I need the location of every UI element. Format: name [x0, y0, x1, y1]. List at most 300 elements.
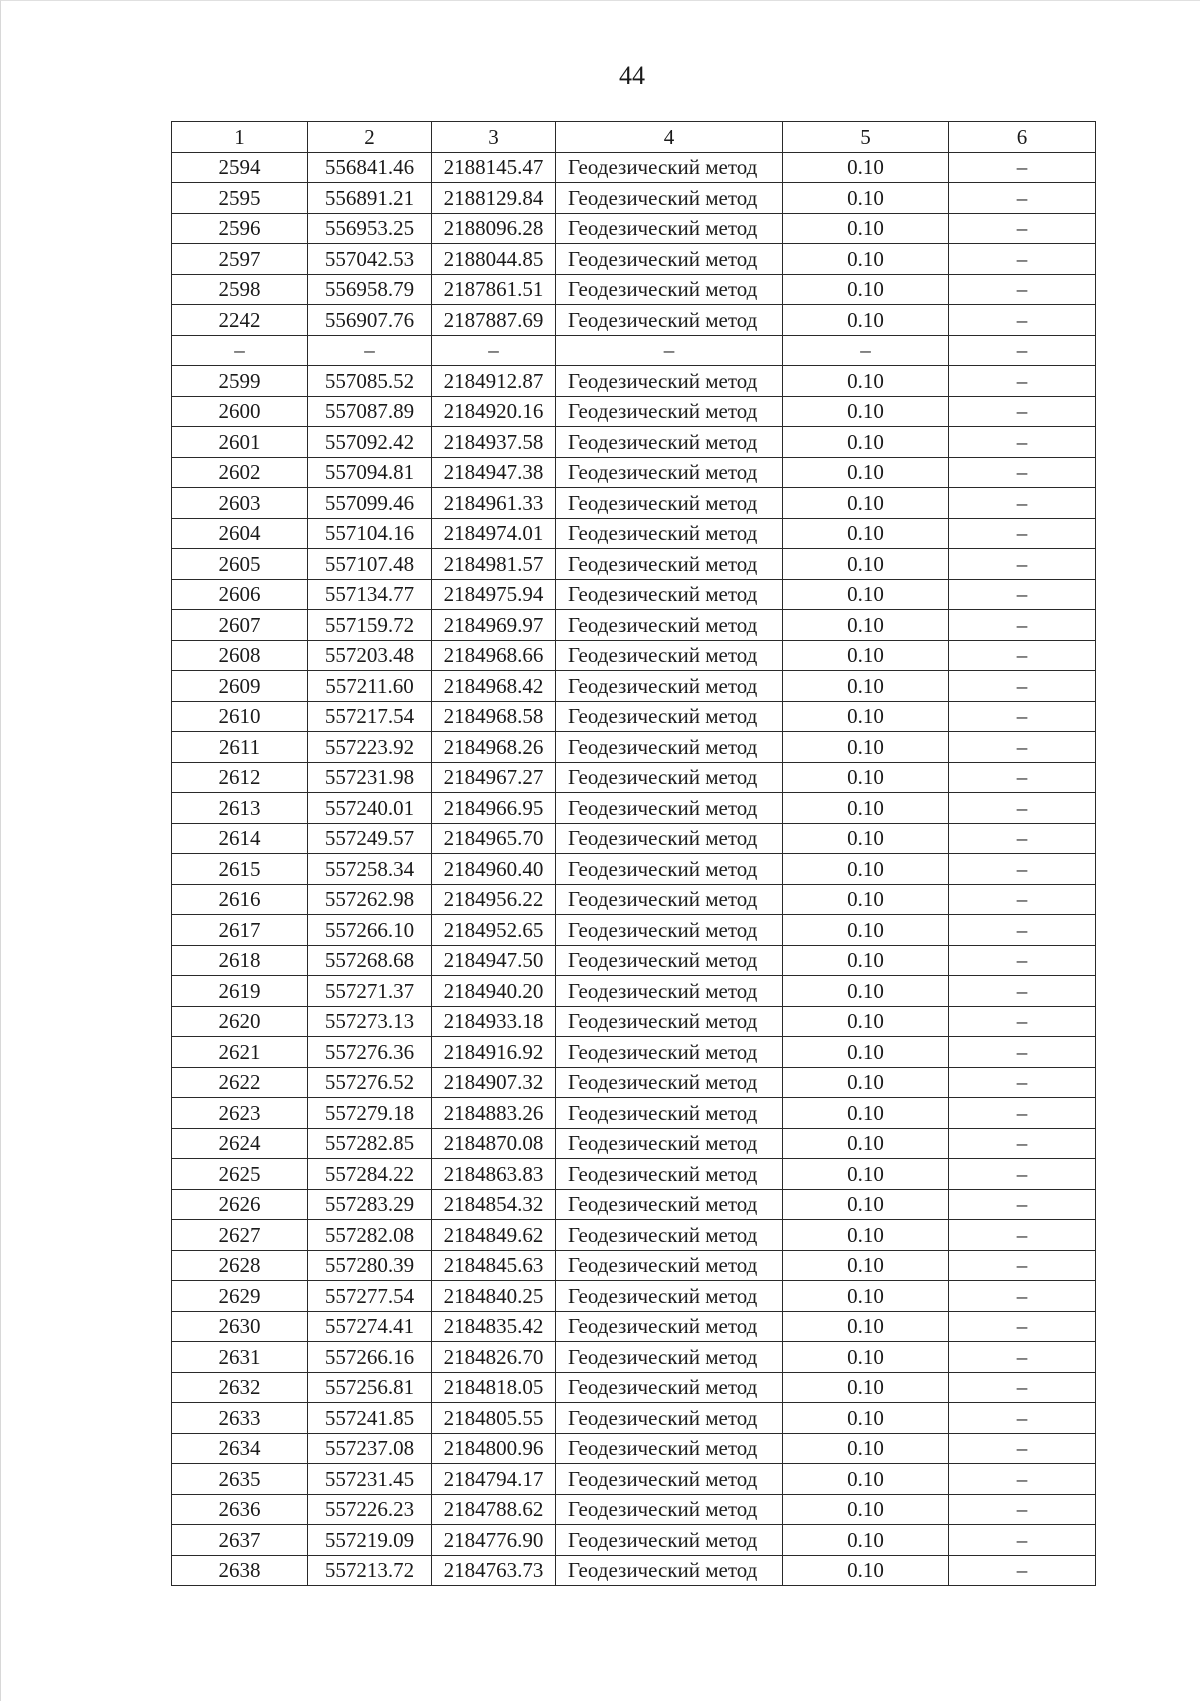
table-row: [172, 1281, 1096, 1312]
point-number-cell: 2242: [172, 305, 308, 336]
table-row: [172, 945, 1096, 976]
point-number-cell: 2613: [172, 793, 308, 824]
note-cell: –: [949, 1281, 1096, 1312]
table-row: [172, 1220, 1096, 1251]
point-number-cell: 2620: [172, 1006, 308, 1037]
accuracy-cell: 0.10: [783, 1067, 949, 1098]
y-coordinate-cell: 2184818.05: [432, 1372, 556, 1403]
x-coordinate-cell: 557268.68: [308, 945, 432, 976]
method-cell: Геодезический метод: [556, 1281, 783, 1312]
table-row: [172, 1067, 1096, 1098]
table-row: [172, 366, 1096, 397]
y-coordinate-cell: 2184940.20: [432, 976, 556, 1007]
method-cell: Геодезический метод: [556, 915, 783, 946]
note-cell: –: [949, 701, 1096, 732]
accuracy-cell: 0.10: [783, 610, 949, 641]
y-coordinate-cell: 2184965.70: [432, 823, 556, 854]
method-cell: Геодезический метод: [556, 762, 783, 793]
y-coordinate-cell: 2184947.50: [432, 945, 556, 976]
point-number-cell: 2599: [172, 366, 308, 397]
table-row: [172, 152, 1096, 183]
x-coordinate-cell: 557282.85: [308, 1128, 432, 1159]
accuracy-cell: 0.10: [783, 457, 949, 488]
table-row: [172, 823, 1096, 854]
accuracy-cell: 0.10: [783, 518, 949, 549]
y-coordinate-cell: 2184788.62: [432, 1494, 556, 1525]
table-row: [172, 640, 1096, 671]
point-number-cell: 2623: [172, 1098, 308, 1129]
note-cell: –: [949, 1098, 1096, 1129]
y-coordinate-cell: 2188096.28: [432, 213, 556, 244]
note-cell: –: [949, 1128, 1096, 1159]
x-coordinate-cell: 557283.29: [308, 1189, 432, 1220]
method-cell: Геодезический метод: [556, 549, 783, 580]
note-cell: –: [949, 976, 1096, 1007]
point-number-cell: 2628: [172, 1250, 308, 1281]
table-row: [172, 213, 1096, 244]
x-coordinate-cell: 557211.60: [308, 671, 432, 702]
note-cell: –: [949, 488, 1096, 519]
note-cell: –: [949, 1342, 1096, 1373]
x-coordinate-cell: 557249.57: [308, 823, 432, 854]
method-cell: Геодезический метод: [556, 671, 783, 702]
note-cell: –: [949, 1006, 1096, 1037]
x-coordinate-cell: 557087.89: [308, 396, 432, 427]
x-coordinate-cell: 557134.77: [308, 579, 432, 610]
point-number-cell: 2601: [172, 427, 308, 458]
method-cell: Геодезический метод: [556, 793, 783, 824]
point-number-cell: 2603: [172, 488, 308, 519]
accuracy-cell: 0.10: [783, 1342, 949, 1373]
x-coordinate-cell: 557284.22: [308, 1159, 432, 1190]
x-coordinate-cell: 557092.42: [308, 427, 432, 458]
x-coordinate-cell: 557282.08: [308, 1220, 432, 1251]
point-number-cell: 2609: [172, 671, 308, 702]
x-coordinate-cell: 557237.08: [308, 1433, 432, 1464]
x-coordinate-cell: 556907.76: [308, 305, 432, 336]
y-coordinate-cell: 2184974.01: [432, 518, 556, 549]
point-number-cell: 2602: [172, 457, 308, 488]
accuracy-cell: 0.10: [783, 915, 949, 946]
y-coordinate-cell: 2188044.85: [432, 244, 556, 275]
note-cell: –: [949, 823, 1096, 854]
y-coordinate-cell: 2184981.57: [432, 549, 556, 580]
method-cell: –: [556, 335, 783, 366]
y-coordinate-cell: 2184968.66: [432, 640, 556, 671]
note-cell: –: [949, 366, 1096, 397]
point-number-cell: 2617: [172, 915, 308, 946]
table-row: [172, 427, 1096, 458]
method-cell: Геодезический метод: [556, 213, 783, 244]
accuracy-cell: 0.10: [783, 579, 949, 610]
x-coordinate-cell: 557271.37: [308, 976, 432, 1007]
x-coordinate-cell: 557277.54: [308, 1281, 432, 1312]
y-coordinate-cell: 2184947.38: [432, 457, 556, 488]
note-cell: –: [949, 1220, 1096, 1251]
note-cell: –: [949, 152, 1096, 183]
table-row: [172, 1006, 1096, 1037]
point-number-cell: 2611: [172, 732, 308, 763]
y-coordinate-cell: 2187887.69: [432, 305, 556, 336]
y-coordinate-cell: 2184967.27: [432, 762, 556, 793]
method-cell: Геодезический метод: [556, 976, 783, 1007]
x-coordinate-cell: 556958.79: [308, 274, 432, 305]
point-number-cell: 2615: [172, 854, 308, 885]
x-coordinate-cell: 557241.85: [308, 1403, 432, 1434]
y-coordinate-cell: 2188145.47: [432, 152, 556, 183]
x-coordinate-cell: 557279.18: [308, 1098, 432, 1129]
note-cell: –: [949, 1159, 1096, 1190]
method-cell: Геодезический метод: [556, 1494, 783, 1525]
y-coordinate-cell: 2184870.08: [432, 1128, 556, 1159]
note-cell: –: [949, 671, 1096, 702]
x-coordinate-cell: 557231.98: [308, 762, 432, 793]
method-cell: Геодезический метод: [556, 305, 783, 336]
accuracy-cell: 0.10: [783, 1189, 949, 1220]
y-coordinate-cell: 2188129.84: [432, 183, 556, 214]
accuracy-cell: 0.10: [783, 213, 949, 244]
method-cell: Геодезический метод: [556, 488, 783, 519]
point-number-cell: 2598: [172, 274, 308, 305]
accuracy-cell: 0.10: [783, 1372, 949, 1403]
point-number-cell: 2622: [172, 1067, 308, 1098]
table-row: [172, 671, 1096, 702]
accuracy-cell: 0.10: [783, 1464, 949, 1495]
accuracy-cell: 0.10: [783, 854, 949, 885]
x-coordinate-cell: 557107.48: [308, 549, 432, 580]
table-row: [172, 762, 1096, 793]
y-coordinate-cell: 2187861.51: [432, 274, 556, 305]
table-row: [172, 884, 1096, 915]
table-row: [172, 1311, 1096, 1342]
note-cell: –: [949, 1555, 1096, 1586]
note-cell: –: [949, 305, 1096, 336]
note-cell: –: [949, 579, 1096, 610]
x-coordinate-cell: 557104.16: [308, 518, 432, 549]
point-number-cell: 2633: [172, 1403, 308, 1434]
method-cell: Геодезический метод: [556, 1464, 783, 1495]
note-cell: –: [949, 1525, 1096, 1556]
method-cell: Геодезический метод: [556, 396, 783, 427]
point-number-cell: 2636: [172, 1494, 308, 1525]
accuracy-cell: 0.10: [783, 1128, 949, 1159]
point-number-cell: 2610: [172, 701, 308, 732]
y-coordinate-cell: 2184966.95: [432, 793, 556, 824]
point-number-cell: 2626: [172, 1189, 308, 1220]
method-cell: Геодезический метод: [556, 1250, 783, 1281]
table-row: [172, 183, 1096, 214]
table-row: [172, 915, 1096, 946]
x-coordinate-cell: 557262.98: [308, 884, 432, 915]
x-coordinate-cell: 557274.41: [308, 1311, 432, 1342]
table-header: [172, 122, 1096, 153]
accuracy-cell: 0.10: [783, 1098, 949, 1129]
table-row: [172, 732, 1096, 763]
y-coordinate-cell: 2184826.70: [432, 1342, 556, 1373]
y-coordinate-cell: 2184849.62: [432, 1220, 556, 1251]
page-number: 44: [619, 61, 645, 90]
method-cell: Геодезический метод: [556, 1189, 783, 1220]
method-cell: Геодезический метод: [556, 1159, 783, 1190]
note-cell: –: [949, 945, 1096, 976]
x-coordinate-cell: 557266.16: [308, 1342, 432, 1373]
x-coordinate-cell: 557231.45: [308, 1464, 432, 1495]
note-cell: –: [949, 457, 1096, 488]
y-coordinate-cell: 2184916.92: [432, 1037, 556, 1068]
y-coordinate-cell: 2184805.55: [432, 1403, 556, 1434]
point-number-cell: 2608: [172, 640, 308, 671]
method-cell: Геодезический метод: [556, 1098, 783, 1129]
method-cell: Геодезический метод: [556, 1555, 783, 1586]
header-cell: 1: [172, 122, 308, 153]
y-coordinate-cell: 2184975.94: [432, 579, 556, 610]
accuracy-cell: 0.10: [783, 1037, 949, 1068]
accuracy-cell: 0.10: [783, 1403, 949, 1434]
table-row: [172, 1342, 1096, 1373]
table-row: [172, 549, 1096, 580]
y-coordinate-cell: 2184794.17: [432, 1464, 556, 1495]
point-number-cell: 2637: [172, 1525, 308, 1556]
table-row: [172, 1464, 1096, 1495]
table-row: [172, 610, 1096, 641]
table-row: [172, 244, 1096, 275]
x-coordinate-cell: 557085.52: [308, 366, 432, 397]
table-row: [172, 854, 1096, 885]
y-coordinate-cell: 2184933.18: [432, 1006, 556, 1037]
point-number-cell: 2625: [172, 1159, 308, 1190]
table-row: [172, 701, 1096, 732]
header-cell: 6: [949, 122, 1096, 153]
accuracy-cell: 0.10: [783, 1159, 949, 1190]
note-cell: –: [949, 1037, 1096, 1068]
method-cell: Геодезический метод: [556, 183, 783, 214]
y-coordinate-cell: 2184937.58: [432, 427, 556, 458]
accuracy-cell: 0.10: [783, 884, 949, 915]
table-row: [172, 305, 1096, 336]
method-cell: Геодезический метод: [556, 1067, 783, 1098]
note-cell: –: [949, 518, 1096, 549]
method-cell: Геодезический метод: [556, 244, 783, 275]
accuracy-cell: 0.10: [783, 274, 949, 305]
note-cell: –: [949, 854, 1096, 885]
method-cell: Геодезический метод: [556, 1128, 783, 1159]
point-number-cell: 2616: [172, 884, 308, 915]
note-cell: –: [949, 793, 1096, 824]
note-cell: –: [949, 396, 1096, 427]
accuracy-cell: 0.10: [783, 549, 949, 580]
table-row: [172, 1037, 1096, 1068]
point-number-cell: 2630: [172, 1311, 308, 1342]
note-cell: –: [949, 427, 1096, 458]
method-cell: Геодезический метод: [556, 1220, 783, 1251]
note-cell: –: [949, 213, 1096, 244]
note-cell: –: [949, 915, 1096, 946]
x-coordinate-cell: 557226.23: [308, 1494, 432, 1525]
y-coordinate-cell: 2184960.40: [432, 854, 556, 885]
table-row: [172, 457, 1096, 488]
y-coordinate-cell: 2184969.97: [432, 610, 556, 641]
note-cell: –: [949, 1250, 1096, 1281]
note-cell: –: [949, 549, 1096, 580]
method-cell: Геодезический метод: [556, 1006, 783, 1037]
note-cell: –: [949, 274, 1096, 305]
y-coordinate-cell: 2184763.73: [432, 1555, 556, 1586]
accuracy-cell: 0.10: [783, 1006, 949, 1037]
accuracy-cell: 0.10: [783, 244, 949, 275]
note-cell: –: [949, 1403, 1096, 1434]
accuracy-cell: 0.10: [783, 640, 949, 671]
accuracy-cell: 0.10: [783, 732, 949, 763]
note-cell: –: [949, 1433, 1096, 1464]
point-number-cell: 2632: [172, 1372, 308, 1403]
note-cell: –: [949, 244, 1096, 275]
note-cell: –: [949, 1067, 1096, 1098]
method-cell: Геодезический метод: [556, 274, 783, 305]
method-cell: Геодезический метод: [556, 823, 783, 854]
x-coordinate-cell: 557273.13: [308, 1006, 432, 1037]
note-cell: –: [949, 335, 1096, 366]
table-row: [172, 1555, 1096, 1586]
header-cell: 4: [556, 122, 783, 153]
note-cell: –: [949, 762, 1096, 793]
method-cell: Геодезический метод: [556, 1433, 783, 1464]
y-coordinate-cell: 2184968.58: [432, 701, 556, 732]
point-number-cell: –: [172, 335, 308, 366]
x-coordinate-cell: 557094.81: [308, 457, 432, 488]
table-row: [172, 335, 1096, 366]
table-row: [172, 518, 1096, 549]
note-cell: –: [949, 1189, 1096, 1220]
y-coordinate-cell: 2184835.42: [432, 1311, 556, 1342]
y-coordinate-cell: 2184912.87: [432, 366, 556, 397]
table-row: [172, 1494, 1096, 1525]
table-row: [172, 396, 1096, 427]
method-cell: Геодезический метод: [556, 884, 783, 915]
method-cell: Геодезический метод: [556, 732, 783, 763]
x-coordinate-cell: 556841.46: [308, 152, 432, 183]
y-coordinate-cell: 2184854.32: [432, 1189, 556, 1220]
point-number-cell: 2635: [172, 1464, 308, 1495]
note-cell: –: [949, 1372, 1096, 1403]
point-number-cell: 2634: [172, 1433, 308, 1464]
accuracy-cell: 0.10: [783, 152, 949, 183]
accuracy-cell: 0.10: [783, 793, 949, 824]
method-cell: Геодезический метод: [556, 1311, 783, 1342]
x-coordinate-cell: 556891.21: [308, 183, 432, 214]
method-cell: Геодезический метод: [556, 427, 783, 458]
accuracy-cell: 0.10: [783, 945, 949, 976]
note-cell: –: [949, 610, 1096, 641]
x-coordinate-cell: 557217.54: [308, 701, 432, 732]
table-row: [172, 579, 1096, 610]
point-number-cell: 2604: [172, 518, 308, 549]
note-cell: –: [949, 640, 1096, 671]
x-coordinate-cell: 556953.25: [308, 213, 432, 244]
note-cell: –: [949, 732, 1096, 763]
point-number-cell: 2638: [172, 1555, 308, 1586]
point-number-cell: 2605: [172, 549, 308, 580]
point-number-cell: 2606: [172, 579, 308, 610]
header-cell: 3: [432, 122, 556, 153]
accuracy-cell: 0.10: [783, 1433, 949, 1464]
accuracy-cell: 0.10: [783, 1525, 949, 1556]
x-coordinate-cell: 557280.39: [308, 1250, 432, 1281]
table-row: [172, 1433, 1096, 1464]
accuracy-cell: 0.10: [783, 305, 949, 336]
table-row: [172, 1372, 1096, 1403]
x-coordinate-cell: 557276.36: [308, 1037, 432, 1068]
table-row: [172, 488, 1096, 519]
y-coordinate-cell: 2184968.42: [432, 671, 556, 702]
table-body: [172, 152, 1096, 1586]
table-row: [172, 793, 1096, 824]
point-number-cell: 2596: [172, 213, 308, 244]
table-row: [172, 976, 1096, 1007]
point-number-cell: 2621: [172, 1037, 308, 1068]
point-number-cell: 2624: [172, 1128, 308, 1159]
method-cell: Геодезический метод: [556, 854, 783, 885]
point-number-cell: 2614: [172, 823, 308, 854]
method-cell: Геодезический метод: [556, 518, 783, 549]
header-cell: 5: [783, 122, 949, 153]
point-number-cell: 2612: [172, 762, 308, 793]
method-cell: Геодезический метод: [556, 152, 783, 183]
x-coordinate-cell: 557258.34: [308, 854, 432, 885]
method-cell: Геодезический метод: [556, 640, 783, 671]
x-coordinate-cell: 557213.72: [308, 1555, 432, 1586]
accuracy-cell: 0.10: [783, 488, 949, 519]
method-cell: Геодезический метод: [556, 1525, 783, 1556]
point-number-cell: 2597: [172, 244, 308, 275]
table-row: [172, 1403, 1096, 1434]
x-coordinate-cell: 557042.53: [308, 244, 432, 275]
note-cell: –: [949, 1464, 1096, 1495]
table-row: [172, 1098, 1096, 1129]
x-coordinate-cell: 557219.09: [308, 1525, 432, 1556]
note-cell: –: [949, 183, 1096, 214]
x-coordinate-cell: –: [308, 335, 432, 366]
point-number-cell: 2618: [172, 945, 308, 976]
note-cell: –: [949, 1311, 1096, 1342]
y-coordinate-cell: 2184961.33: [432, 488, 556, 519]
y-coordinate-cell: 2184952.65: [432, 915, 556, 946]
accuracy-cell: 0.10: [783, 823, 949, 854]
accuracy-cell: 0.10: [783, 671, 949, 702]
point-number-cell: 2629: [172, 1281, 308, 1312]
point-number-cell: 2631: [172, 1342, 308, 1373]
point-number-cell: 2600: [172, 396, 308, 427]
accuracy-cell: 0.10: [783, 1220, 949, 1251]
accuracy-cell: 0.10: [783, 1250, 949, 1281]
method-cell: Геодезический метод: [556, 1403, 783, 1434]
accuracy-cell: 0.10: [783, 183, 949, 214]
note-cell: –: [949, 1494, 1096, 1525]
note-cell: –: [949, 884, 1096, 915]
table-row: [172, 1525, 1096, 1556]
method-cell: Геодезический метод: [556, 701, 783, 732]
accuracy-cell: 0.10: [783, 427, 949, 458]
method-cell: Геодезический метод: [556, 1372, 783, 1403]
point-number-cell: 2594: [172, 152, 308, 183]
accuracy-cell: 0.10: [783, 366, 949, 397]
x-coordinate-cell: 557276.52: [308, 1067, 432, 1098]
y-coordinate-cell: 2184845.63: [432, 1250, 556, 1281]
x-coordinate-cell: 557240.01: [308, 793, 432, 824]
accuracy-cell: 0.10: [783, 396, 949, 427]
accuracy-cell: 0.10: [783, 1281, 949, 1312]
accuracy-cell: –: [783, 335, 949, 366]
x-coordinate-cell: 557223.92: [308, 732, 432, 763]
